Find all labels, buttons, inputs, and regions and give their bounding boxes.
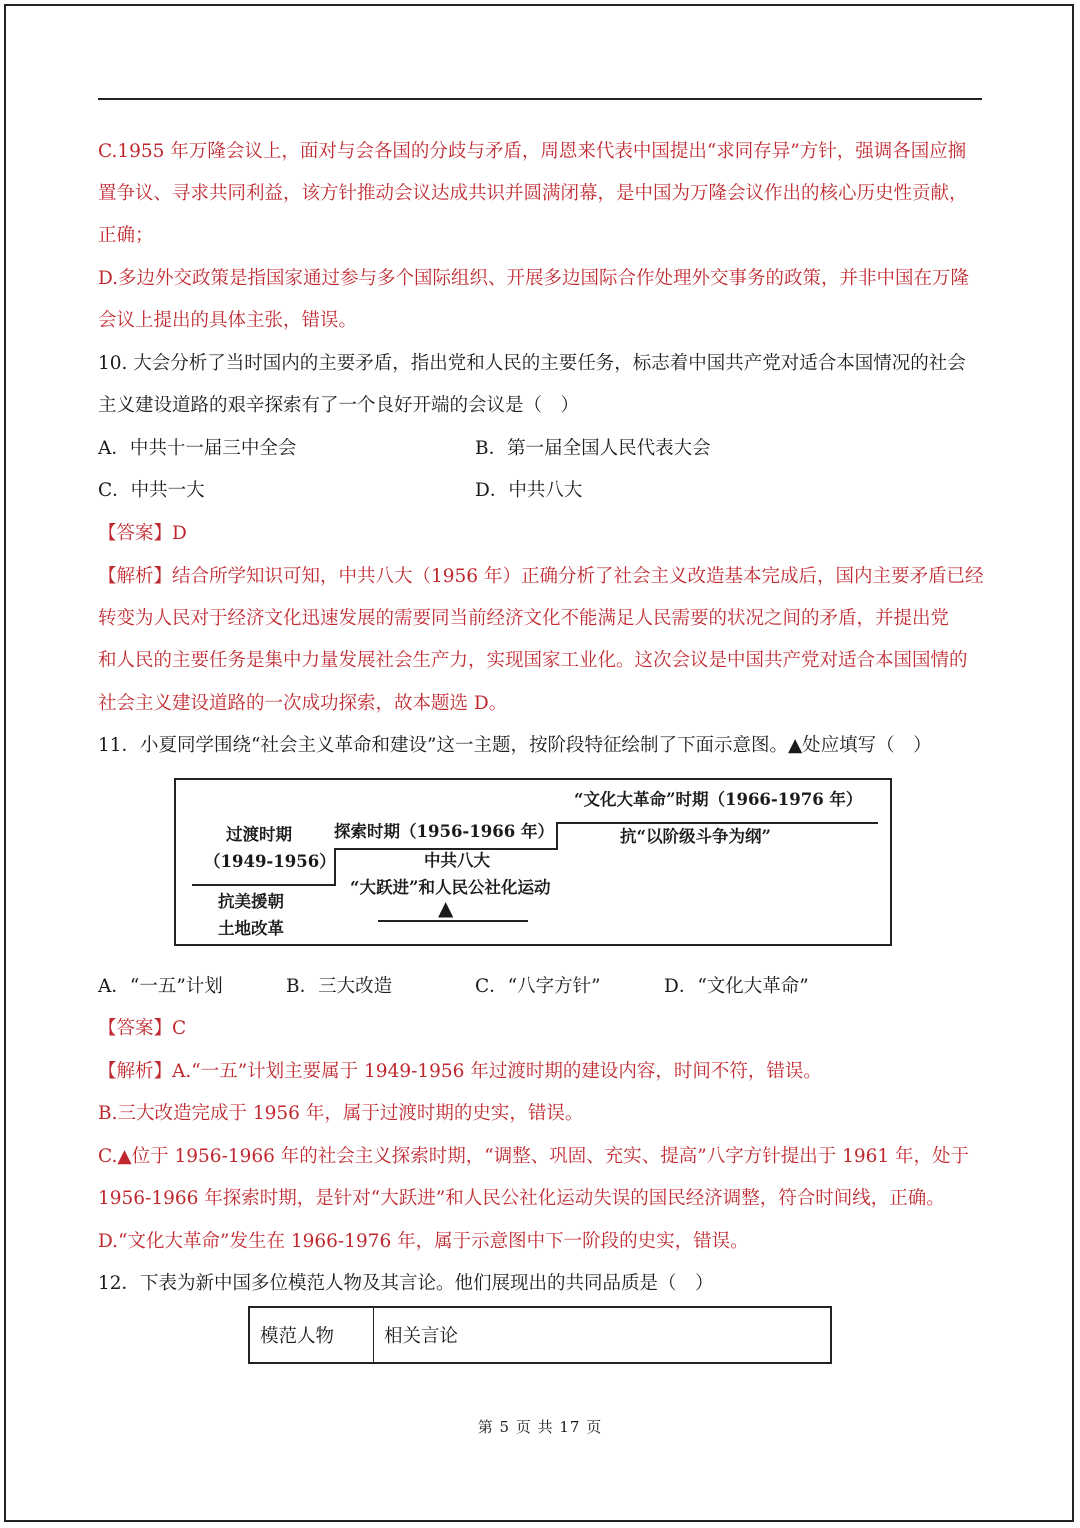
q9-option-c-analysis-line2: 置争议、寻求共同利益，该方针推动会议达成共识并圆满闭幕，是中国为万隆会议作出的核心历史性贡献，	[98, 183, 968, 204]
q11-stem: 11．小夏同学围绕“社会主义革命和建设”这一主题，按阶段特征绘制了下面示意图。▲处应填写（ ）	[98, 735, 932, 756]
q10-stem-line1: 10. 大会分析了当时国内的主要矛盾，指出党和人民的主要任务，标志着中国共产党对适合本国情况的社会	[98, 353, 966, 374]
q10-analysis-line2: 转变为人民对于经济文化迅速发展的需要同当前经济文化不能满足人民需要的状况之间的矛盾，并提出党	[98, 608, 950, 629]
q11-analysis-c-line2: 1956-1966 年探索时期，是针对“大跃进”和人民公社化运动失误的国民经济调整，符合时间线，正确。	[98, 1188, 945, 1209]
q11-option-c: C．“八字方针”	[475, 976, 601, 997]
table-header-figure: 模范人物	[250, 1308, 374, 1362]
stage2-item2: “大跃进”和人民公社化运动	[350, 878, 551, 897]
q10-option-a: A．中共十一届三中全会	[98, 438, 297, 459]
q10-analysis-line4: 社会主义建设道路的一次成功探索，故本题选 D。	[98, 693, 508, 714]
q10-option-d: D．中共八大	[475, 480, 583, 501]
stage-timeline-diagram	[174, 778, 892, 946]
page-number-footer: 第 5 页 共 17 页	[477, 1418, 603, 1436]
table-header-quote: 相关言论	[384, 1326, 459, 1347]
q11-analysis-a: 【解析】A.“一五”计划主要属于 1949-1956 年过渡时期的建设内容，时间不符，错误。	[98, 1061, 822, 1082]
stage3-item1: 抗“以阶级斗争为纲”	[620, 827, 771, 846]
stage1-years: （1949-1956）	[204, 852, 336, 871]
q9-option-d-analysis-line1: D.多边外交政策是指国家通过参与多个国际组织、开展多边国际合作处理外交事务的政策，并非中国在万隆	[98, 268, 970, 289]
q10-analysis-line1: 【解析】结合所学知识可知，中共八大（1956 年）正确分析了社会主义改造基本完成后，国内主要矛盾已经	[98, 566, 984, 587]
q11-option-a: A．“一五”计划	[98, 976, 223, 997]
q10-answer: 【答案】D	[98, 523, 187, 544]
q10-option-c: C．中共一大	[98, 480, 205, 501]
stage1-title: 过渡时期	[226, 825, 292, 844]
header-rule	[98, 98, 982, 100]
q11-answer: 【答案】C	[98, 1018, 187, 1039]
stage3-step-line	[556, 822, 878, 824]
q11-option-d: D．“文化大革命”	[664, 976, 809, 997]
model-figures-table	[248, 1306, 832, 1364]
stage1-item2: 土地改革	[218, 919, 284, 938]
stage2-blank-line	[378, 920, 528, 922]
stage2-blank-triangle: ▲	[438, 896, 454, 920]
q11-analysis-d: D.“文化大革命”发生在 1966-1976 年，属于示意图中下一阶段的史实，错误。	[98, 1231, 749, 1252]
q11-analysis-b: B.三大改造完成于 1956 年，属于过渡时期的史实，错误。	[98, 1103, 584, 1124]
stage3-title: “文化大革命”时期（1966-1976 年）	[574, 790, 863, 809]
stage2-item1: 中共八大	[424, 851, 490, 870]
stage2-title: 探索时期（1956-1966 年）	[334, 822, 554, 841]
stage1-item1: 抗美援朝	[218, 892, 284, 911]
q10-stem-line2: 主义建设道路的艰辛探索有了一个良好开端的会议是（ ）	[98, 395, 580, 416]
q9-option-c-analysis-line3: 正确；	[98, 225, 154, 246]
q9-option-c-analysis-line1: C.1955 年万隆会议上，面对与会各国的分歧与矛盾，周恩来代表中国提出“求同存异”方针，强调各国应搁	[98, 141, 967, 162]
q10-option-b: B．第一届全国人民代表大会	[475, 438, 711, 459]
q9-option-d-analysis-line2: 会议上提出的具体主张，错误。	[98, 310, 358, 331]
q12-stem: 12．下表为新中国多位模范人物及其言论。他们展现出的共同品质是（ ）	[98, 1273, 714, 1294]
q11-analysis-c-line1: C.▲位于 1956-1966 年的社会主义探索时期，“调整、巩固、充实、提高”八字方针提出于 1961 年，处于	[98, 1146, 970, 1167]
q10-analysis-line3: 和人民的主要任务是集中力量发展社会生产力，实现国家工业化。这次会议是中国共产党对适合本国国情的	[98, 650, 968, 671]
stage1-step-line	[192, 884, 336, 886]
q11-option-b: B．三大改造	[286, 976, 393, 997]
stage3-riser	[556, 822, 558, 848]
